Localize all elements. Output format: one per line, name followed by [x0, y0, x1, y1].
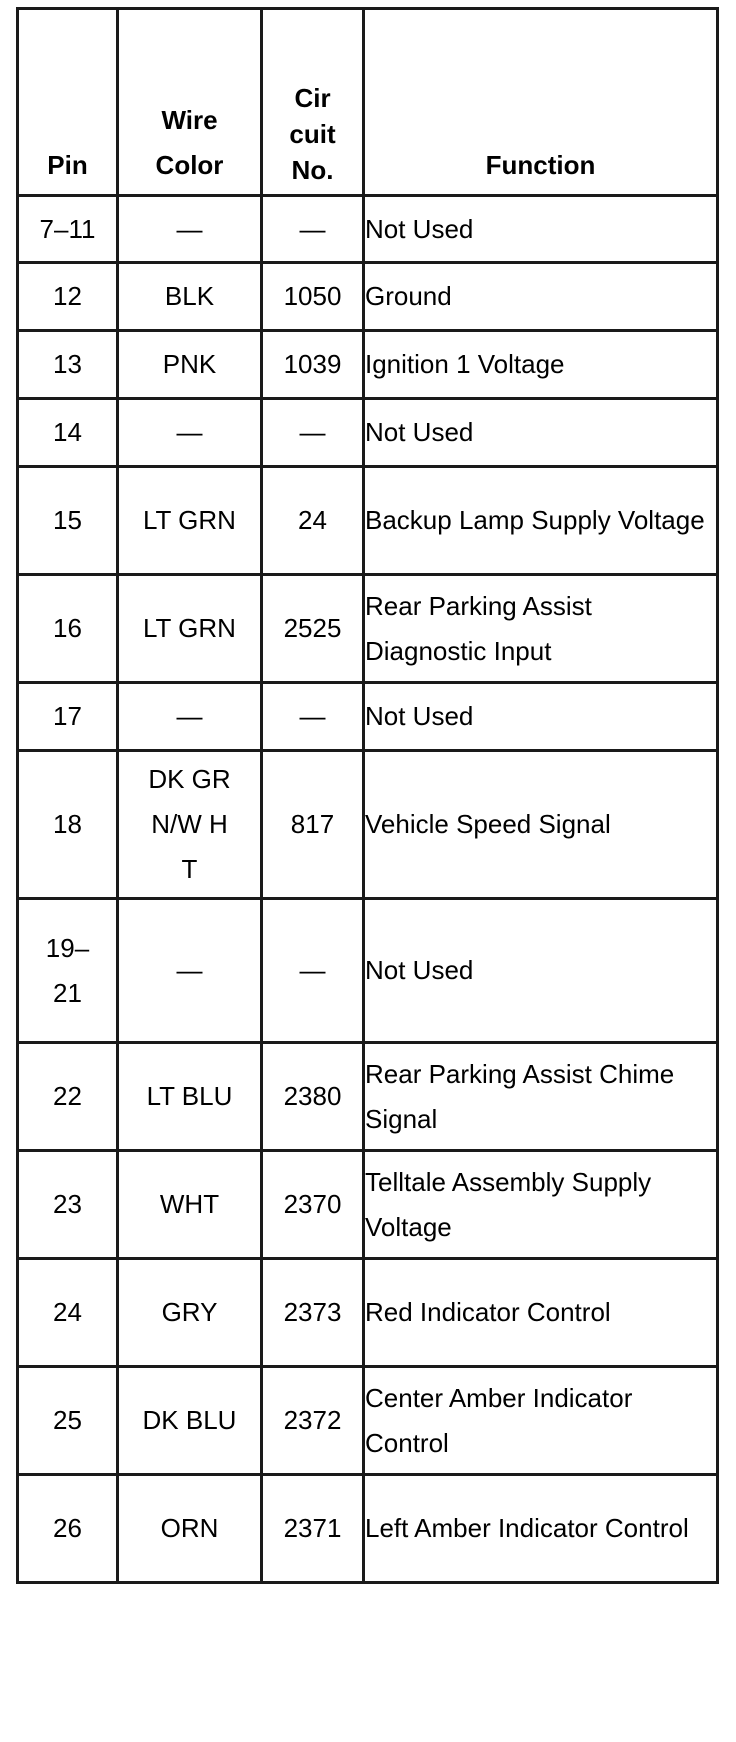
table-row: [18, 1259, 718, 1367]
pin-cell: 15: [18, 467, 118, 575]
function-cell: Not Used: [364, 683, 718, 751]
circuit-cell: 2380: [262, 1043, 364, 1151]
wire-color-cell: LT GRN: [118, 575, 262, 683]
wire-color-cell: —: [118, 196, 262, 263]
table-row: [18, 683, 718, 751]
pin-cell: 7–11: [18, 196, 118, 263]
circuit-cell: 817: [262, 751, 364, 899]
pin-cell: 24: [18, 1259, 118, 1367]
function-cell: Ignition 1 Voltage: [364, 331, 718, 399]
table-row: [18, 1475, 718, 1583]
pin-cell: 25: [18, 1367, 118, 1475]
function-cell: Not Used: [364, 399, 718, 467]
table-row: [18, 1367, 718, 1475]
circuit-cell: 2370: [262, 1151, 364, 1259]
circuit-cell: 1050: [262, 263, 364, 331]
circuit-cell: —: [262, 196, 364, 263]
header-wire-color: Wire Color: [118, 9, 262, 196]
wire-color-cell: GRY: [118, 1259, 262, 1367]
wire-color-cell: ORN: [118, 1475, 262, 1583]
table-row: [18, 575, 718, 683]
circuit-cell: 1039: [262, 331, 364, 399]
pin-table: [16, 7, 719, 1584]
table-row: [18, 467, 718, 575]
circuit-cell: 2525: [262, 575, 364, 683]
table-row: [18, 1151, 718, 1259]
pin-cell: 13: [18, 331, 118, 399]
pin-cell: 26: [18, 1475, 118, 1583]
circuit-cell: —: [262, 683, 364, 751]
circuit-cell: —: [262, 899, 364, 1043]
circuit-cell: —: [262, 399, 364, 467]
function-cell: Left Amber Indicator Control: [364, 1475, 718, 1583]
pin-cell: 14: [18, 399, 118, 467]
pin-cell: 18: [18, 751, 118, 899]
function-cell: Center Amber Indicator Control: [364, 1367, 718, 1475]
pin-cell: 17: [18, 683, 118, 751]
function-cell: Telltale Assembly Supply Voltage: [364, 1151, 718, 1259]
wire-color-cell: BLK: [118, 263, 262, 331]
table-row: [18, 751, 718, 899]
pin-cell: 19– 21: [18, 899, 118, 1043]
table-row: [18, 899, 718, 1043]
wire-color-cell: PNK: [118, 331, 262, 399]
circuit-cell: 24: [262, 467, 364, 575]
table-row: [18, 331, 718, 399]
function-cell: Backup Lamp Supply Voltage: [364, 467, 718, 575]
wire-color-cell: LT BLU: [118, 1043, 262, 1151]
table-row: [18, 196, 718, 263]
table-header-row: [18, 9, 718, 196]
function-cell: Vehicle Speed Signal: [364, 751, 718, 899]
function-cell: Red Indicator Control: [364, 1259, 718, 1367]
pin-cell: 16: [18, 575, 118, 683]
function-cell: Not Used: [364, 196, 718, 263]
wire-color-cell: —: [118, 899, 262, 1043]
header-function: Function: [364, 9, 718, 196]
table-row: [18, 263, 718, 331]
wire-color-cell: DK GRN/W HT: [118, 751, 262, 899]
circuit-cell: 2373: [262, 1259, 364, 1367]
header-pin: Pin: [18, 9, 118, 196]
function-cell: Not Used: [364, 899, 718, 1043]
wire-color-cell: —: [118, 399, 262, 467]
function-cell: Ground: [364, 263, 718, 331]
pin-cell: 23: [18, 1151, 118, 1259]
wire-color-cell: LT GRN: [118, 467, 262, 575]
wire-color-cell: DK BLU: [118, 1367, 262, 1475]
pin-cell: 22: [18, 1043, 118, 1151]
wire-color-cell: —: [118, 683, 262, 751]
table-row: [18, 399, 718, 467]
wire-color-cell: WHT: [118, 1151, 262, 1259]
header-circuit-no: Cir cuit No.: [262, 9, 364, 196]
circuit-cell: 2371: [262, 1475, 364, 1583]
function-cell: Rear Parking Assist Diagnostic Input: [364, 575, 718, 683]
pin-cell: 12: [18, 263, 118, 331]
table-row: [18, 1043, 718, 1151]
function-cell: Rear Parking Assist Chime Signal: [364, 1043, 718, 1151]
circuit-cell: 2372: [262, 1367, 364, 1475]
